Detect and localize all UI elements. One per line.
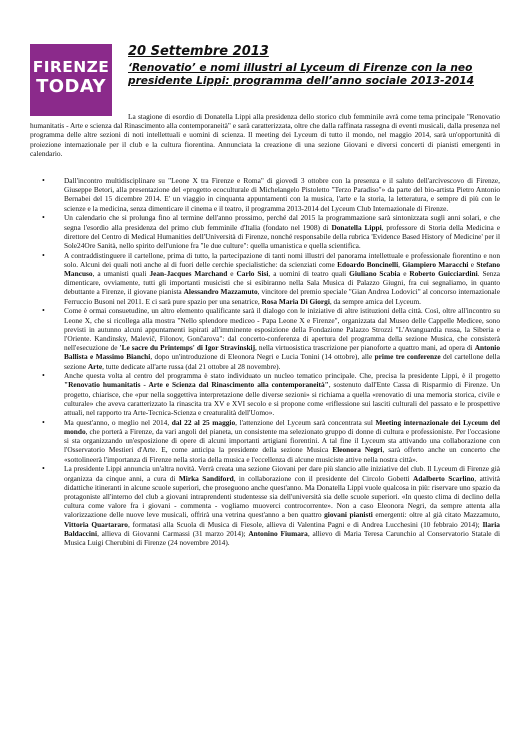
text-run: , allieva di Giovanni Carmassi (31 marzo 2014); bbox=[97, 528, 249, 538]
text-run: , sarà offerto anche un concerto che «sottolineerà l'importanza di Firenze nella storia della musica e l'eccellenza di alcune musiciste attive nella nostra città». bbox=[64, 445, 500, 464]
text-run: , da sempre amica del Lyceum. bbox=[329, 296, 422, 306]
text-run: , che porterà a Firenze, da vari angoli del pianeta, un consistente ma selezionato gruppo di donne di cultura e professioniste. Per l'occasione si sta organizzando un'esposizione di opere di alcuni importanti artigiani fiorentini. A tal fine il Lyceum sta attivando una collaborazione con l'Osservatorio Mestieri d'Arte. E, come anticipa la presidente della sezione Musica bbox=[64, 426, 500, 455]
bold-text-run: Donatella Lippi bbox=[331, 222, 382, 232]
bold-text-run: Alessandro Mazzamuto bbox=[183, 287, 258, 297]
text-run: , nella virtuosistica trascrizione per pianoforte a quattro mani, ad opera di bbox=[255, 343, 475, 353]
text-run: , dopo un'introduzione di Eleonora Negri e Lucia Tonini (14 ottobre), alle bbox=[150, 352, 375, 362]
bold-text-run: Mirka Sandiford bbox=[178, 473, 234, 483]
text-run: Un calendario che si prolunga fino al termine dell'anno prossimo, perché dal 2015 la programmazione sarà sintonizzata sugli anni solari, e che segna l'esordio alla presidenza del primo club femminile d'Italia (fondato nel 1908) di bbox=[64, 213, 500, 232]
text-run: Come è ormai consuetudine, un altro elemento qualificante sarà il dialogo con le iniziative di altre istituzioni della città. Così, oltre all'incontro su Leone X, che si ricollega alla mostra "Nello splendore mediceo - Papa Leone X e Firenze", organizzata dal Museo delle Cappelle Medicee, sono previsti in autunno alcuni appuntamenti ispirati all'imminente esposizione della Fondazione Palazzo Strozzi "L'Avanguardia russa, la Siberia e l'Oriente. Kandinsky, Malevič, Filonov, Gončarova": dal concerto-conferenza di apertura del programma della sezione Musica, che consisterà nell'esecuzione de bbox=[64, 306, 500, 353]
text-run: Ma quest'anno, o meglio nel 2014, bbox=[64, 417, 172, 427]
text-run: del cartellone della sezione bbox=[64, 352, 500, 371]
bold-text-run: Antonino Fiumara bbox=[248, 528, 308, 538]
text-run: , formatasi alla Scuola di Musica di Fiesole, allieva di Valentina Pagni e di Andrea Lucchesini (10 febbraio 2014); bbox=[127, 519, 483, 529]
bold-text-run: Giampiero Maracchi bbox=[402, 259, 469, 269]
article-bullet-paragraph bbox=[40, 306, 500, 370]
text-run: , vincitore del premio speciale "Gian Andrea Lodovici" al concorso internazionale Ferruccio Busoni nel 2011. E ci sarà pure spazio per una senatrice, bbox=[64, 287, 500, 306]
text-run: , a uomini di teatro quali bbox=[268, 269, 350, 279]
logo-line-1: FIRENZE bbox=[32, 58, 110, 76]
bold-text-run: Giuliano Scabia bbox=[349, 269, 401, 279]
bold-text-run: Meeting internazionale dei Lyceum del mondo bbox=[64, 417, 501, 436]
bold-text-run: Stefano Mancuso bbox=[64, 259, 500, 279]
bold-text-run: Roberto Guicciardini bbox=[409, 269, 478, 279]
text-run: . Senza dimenticare, ovviamente, tutti gli importanti musicisti che si esibiranno nella Sala Musica di Palazzo Giugni, fra cui segnaliamo, in quanto debuttante a Firenze, il giovane pianista bbox=[64, 269, 500, 297]
article-bullet-paragraph bbox=[40, 251, 500, 306]
bold-text-run: Ilaria Baldaccini bbox=[64, 519, 500, 538]
text-run: , l'attenzione del Lyceum sarà concentrata sul bbox=[235, 417, 376, 427]
bold-text-run: Antonio Ballista e Massimo Bianchi bbox=[64, 343, 500, 362]
text-run: e bbox=[227, 269, 237, 279]
article-bullet-list bbox=[40, 176, 500, 548]
text-run: La presidente Lippi annuncia un'altra novità. Verrà creata una sezione Giovani per dare più slancio alle iniziative del club. Il Lyceum di Firenze già organizza da cinque anni, a cura di bbox=[64, 464, 500, 483]
bold-text-run: Rosa Maria Di Giorgi bbox=[261, 296, 330, 306]
article-title: ‘Renovatio’ e nomi illustri al Lyceum di Firenze con la neo presidente Lippi: programma dell’anno sociale 2013-2014 bbox=[128, 62, 475, 87]
logo-line-2: TODAY bbox=[36, 76, 106, 97]
bold-text-run: Jean-Jacques Marchand bbox=[149, 269, 228, 279]
text-run: Dall'incontro multidisciplinare su "Leone X tra Firenze e Roma" di giovedì 3 ottobre con la presenza e il saluto dell'arcivescovo di Firenze, Giuseppe Betori, alla presentazione del «progetto ecoculturale di Michelangelo Pistoletto "Terzo Paradiso"» da parte del bio-artista Pietro Antonio Bernabei del 15 dicembre 2014. E' un viaggio in cinquanta appuntamenti con la musica, l'arte e la storia, la letteratura, e sempre di più con le scienze e la medicina, senza dimenticare il cinema e il teatro, il programma 2013-2014 del Lyceum Club Internazionale di Firenze. bbox=[64, 176, 500, 213]
text-run: , tutte dedicate all'arte russa (dal 21 ottobre al 28 novembre). bbox=[102, 361, 281, 371]
text-run: , allievo di Maria Teresa Carunchio al Conservatorio Statale di Musica Luigi Cherubini di Firenze (24 novembre 2014). bbox=[64, 528, 500, 547]
text-run: , a umanisti quali bbox=[92, 269, 150, 279]
text-run: , attività didattiche itineranti in alcune scuole superiori, che proseguono anche quest'anno. Ma Donatella Lippi vuole qualcosa in più: riservare uno spazio da protagoniste all'interno del club a giovani intraprendenti studentesse sia dell'università sia delle scuole superiori. «In questo clima di declino della cultura come valore fra i giovani - commenta - vogliamo muoverci controcorrente». Non a caso Eleonora Negri, da sempre attenta alla valorizzazione delle nuove leve musicali, offrirà una vetrina quest'anno a ben quattro bbox=[64, 473, 500, 520]
text-run: emergenti: oltre al già citato Mazzamuto, bbox=[372, 510, 501, 520]
bold-text-run: 'Le sacre du Printemps' di Igor Stravinskij bbox=[119, 343, 256, 353]
bold-text-run: dal 22 al 25 maggio bbox=[171, 417, 236, 427]
text-run: , in collaborazione con il presidente del Circolo Gobetti bbox=[233, 473, 414, 483]
bold-text-run: Arte bbox=[87, 361, 103, 371]
text-run: e bbox=[400, 269, 410, 279]
text-run: , professore di Storia della Medicina e direttore del Centro di Medical Humanities dell'Università di Firenze, nonché responsabile della rubrica 'Evidence Based History of Medicine' per il Sole24Ore Sanità, nello spirito dell'unione fra "le due culture": quella umanistica e quella scientifica. bbox=[64, 222, 500, 250]
article-intro: La stagione di esordio di Donatella Lippi alla presidenza dello storico club femminile avrà come tema principale "Renovatio humanitatis - Arte e scienza dal Rinascimento alla contemporaneità" e sarà caratterizzata, oltre che dalla raffinata rassegna di eventi musicali, dalla presenza nel programma delle altre sezioni di noti intellettuali e uomini di scienza. Il meeting dei Lyceum di tutto il mondo, nel maggio 2014, sarà un'opportunità di proiezione internazionale per il club e la cultura fiorentina. Annunciata la creazione di una sezione Giovani e diversi concerti di pianisti emergenti in calendario. bbox=[30, 112, 500, 158]
text-run: , sostenuto dall'Ente Cassa di Risparmio di Firenze. Un progetto, chiarisce, che «pur nella soggettiva interpretazione delle diverse sezioni» si richiama a quella «renovatio di una memoria storica, civile e culturale» che aveva caratterizzato la rinascita tra XV e XVI secolo e si propone come «riflessione sui lasciti culturali del passato e le prospettive attuali, nel rapporto tra Arte-Tecnica-Scienza e creaturalità dell'Uomo». bbox=[64, 380, 501, 418]
bold-text-run: Vittoria Quartararo bbox=[64, 519, 128, 529]
bold-text-run: Eleonora Negri bbox=[332, 445, 383, 455]
bold-text-run: "Renovatio humanitatis - Arte e Scienza dal Rinascimento alla contemporaneità" bbox=[64, 380, 329, 390]
bold-text-run: giovani pianisti bbox=[324, 510, 373, 520]
article-bullet-paragraph bbox=[40, 418, 500, 464]
article-bullet-paragraph bbox=[40, 464, 500, 547]
text-run: , bbox=[398, 259, 403, 269]
text-run: e bbox=[468, 259, 477, 269]
article-bullet-paragraph bbox=[40, 371, 500, 417]
bold-text-run: Edoardo Boncinelli bbox=[337, 259, 399, 269]
article-bullet-paragraph bbox=[40, 213, 500, 250]
bold-text-run: Adalberto Scarlino bbox=[413, 473, 475, 483]
article-date: 20 Settembre 2013 bbox=[128, 44, 269, 59]
text-run: Anche questa volta al centro del programma è stato individuato un nucleo tematico principale. Che, precisa la presidente Lippi, è il progetto bbox=[64, 371, 500, 381]
text-run: A contraddistinguere il cartellone, prima di tutto, la partecipazione di tanti nomi illustri del panorama intellettuale e professionale fiorentino e non solo. Alcuni dei quali noti anche al di fuori delle cerchie specialistiche: da scienziati come bbox=[64, 250, 500, 269]
bold-text-run: Carlo Sisi bbox=[236, 269, 269, 279]
article-bullet-paragraph bbox=[40, 176, 500, 213]
firenze-today-logo bbox=[30, 44, 112, 116]
bold-text-run: prime tre conferenze bbox=[374, 352, 441, 362]
